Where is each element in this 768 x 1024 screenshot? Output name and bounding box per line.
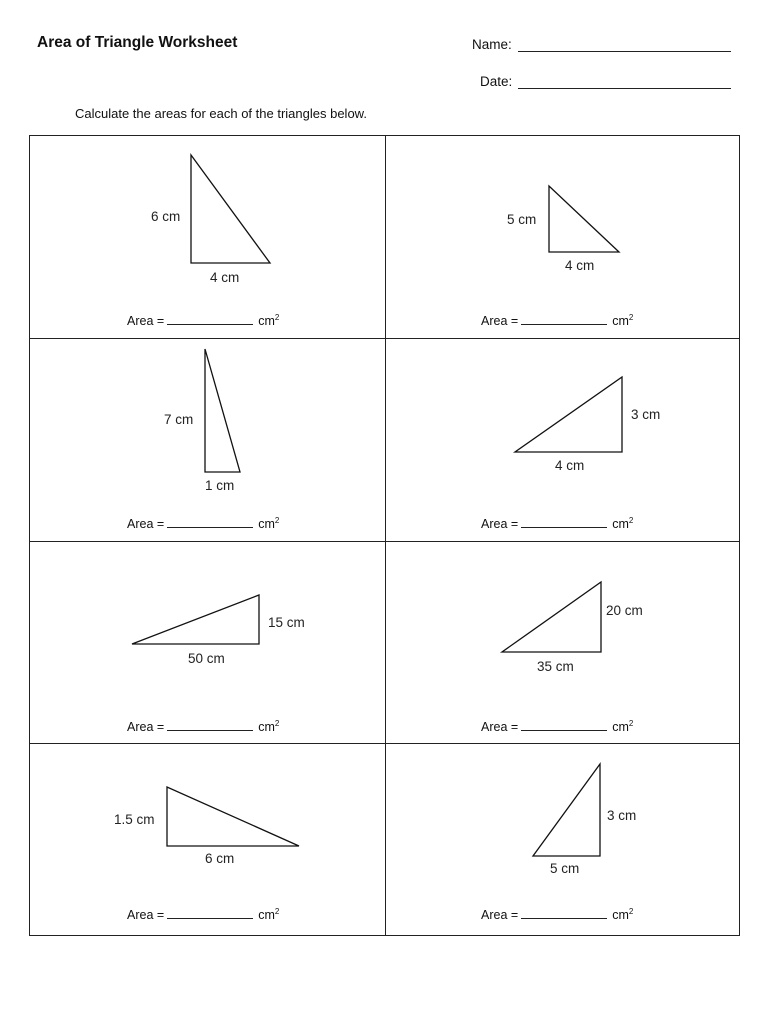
height-label: 7 cm (164, 412, 194, 427)
area-answer-blank[interactable] (521, 908, 607, 919)
grid-divider-row-1 (29, 338, 740, 339)
area-answer-line (481, 313, 633, 328)
height-label: 5 cm (507, 212, 537, 227)
height-label: 1.5 cm (114, 812, 155, 827)
area-unit-exponent: 2 (628, 516, 634, 525)
area-answer-line (127, 719, 279, 734)
area-answer-line (127, 313, 279, 328)
area-prefix: Area = (127, 908, 165, 922)
area-answer-blank[interactable] (167, 908, 253, 919)
name-field[interactable] (518, 51, 731, 52)
area-unit-exponent: 2 (274, 907, 280, 916)
date-field[interactable] (518, 88, 731, 89)
height-label: 20 cm (606, 603, 643, 618)
height-label: 3 cm (631, 407, 661, 422)
area-prefix: Area = (127, 517, 165, 531)
area-answer-blank[interactable] (167, 314, 253, 325)
area-unit: cm (258, 517, 275, 531)
area-unit: cm (258, 314, 275, 328)
name-label: Name: (472, 37, 512, 52)
area-answer-line (481, 516, 633, 531)
date-label: Date: (480, 74, 513, 89)
height-label: 6 cm (151, 209, 181, 224)
area-prefix: Area = (481, 720, 519, 734)
area-unit: cm (612, 314, 629, 328)
instructions: Calculate the areas for each of the triangles below. (75, 106, 367, 121)
area-unit-exponent: 2 (628, 719, 634, 728)
base-label: 35 cm (537, 659, 574, 674)
base-label: 6 cm (205, 851, 235, 866)
base-label: 50 cm (188, 651, 225, 666)
area-unit: cm (612, 908, 629, 922)
area-unit-exponent: 2 (274, 516, 280, 525)
base-label: 4 cm (565, 258, 595, 273)
area-prefix: Area = (481, 908, 519, 922)
height-label: 15 cm (268, 615, 305, 630)
grid-divider-vertical (385, 135, 386, 936)
area-unit: cm (612, 720, 629, 734)
grid-divider-row-3 (29, 743, 740, 744)
area-prefix: Area = (127, 314, 165, 328)
grid-divider-row-2 (29, 541, 740, 542)
area-unit: cm (258, 720, 275, 734)
area-prefix: Area = (481, 517, 519, 531)
area-answer-blank[interactable] (521, 517, 607, 528)
area-answer-blank[interactable] (521, 314, 607, 325)
area-answer-line (481, 907, 633, 922)
area-unit: cm (258, 908, 275, 922)
area-unit-exponent: 2 (274, 313, 280, 322)
base-label: 1 cm (205, 478, 235, 493)
area-unit-exponent: 2 (628, 907, 634, 916)
area-answer-blank[interactable] (167, 720, 253, 731)
area-answer-line (127, 907, 279, 922)
base-label: 4 cm (555, 458, 585, 473)
base-label: 4 cm (210, 270, 240, 285)
base-label: 5 cm (550, 861, 580, 876)
area-unit: cm (612, 517, 629, 531)
worksheet-title: Area of Triangle Worksheet (37, 34, 238, 51)
area-unit-exponent: 2 (274, 719, 280, 728)
area-prefix: Area = (127, 720, 165, 734)
area-answer-blank[interactable] (521, 720, 607, 731)
area-answer-line (127, 516, 279, 531)
area-prefix: Area = (481, 314, 519, 328)
area-answer-line (481, 719, 633, 734)
area-answer-blank[interactable] (167, 517, 253, 528)
area-unit-exponent: 2 (628, 313, 634, 322)
height-label: 3 cm (607, 808, 637, 823)
